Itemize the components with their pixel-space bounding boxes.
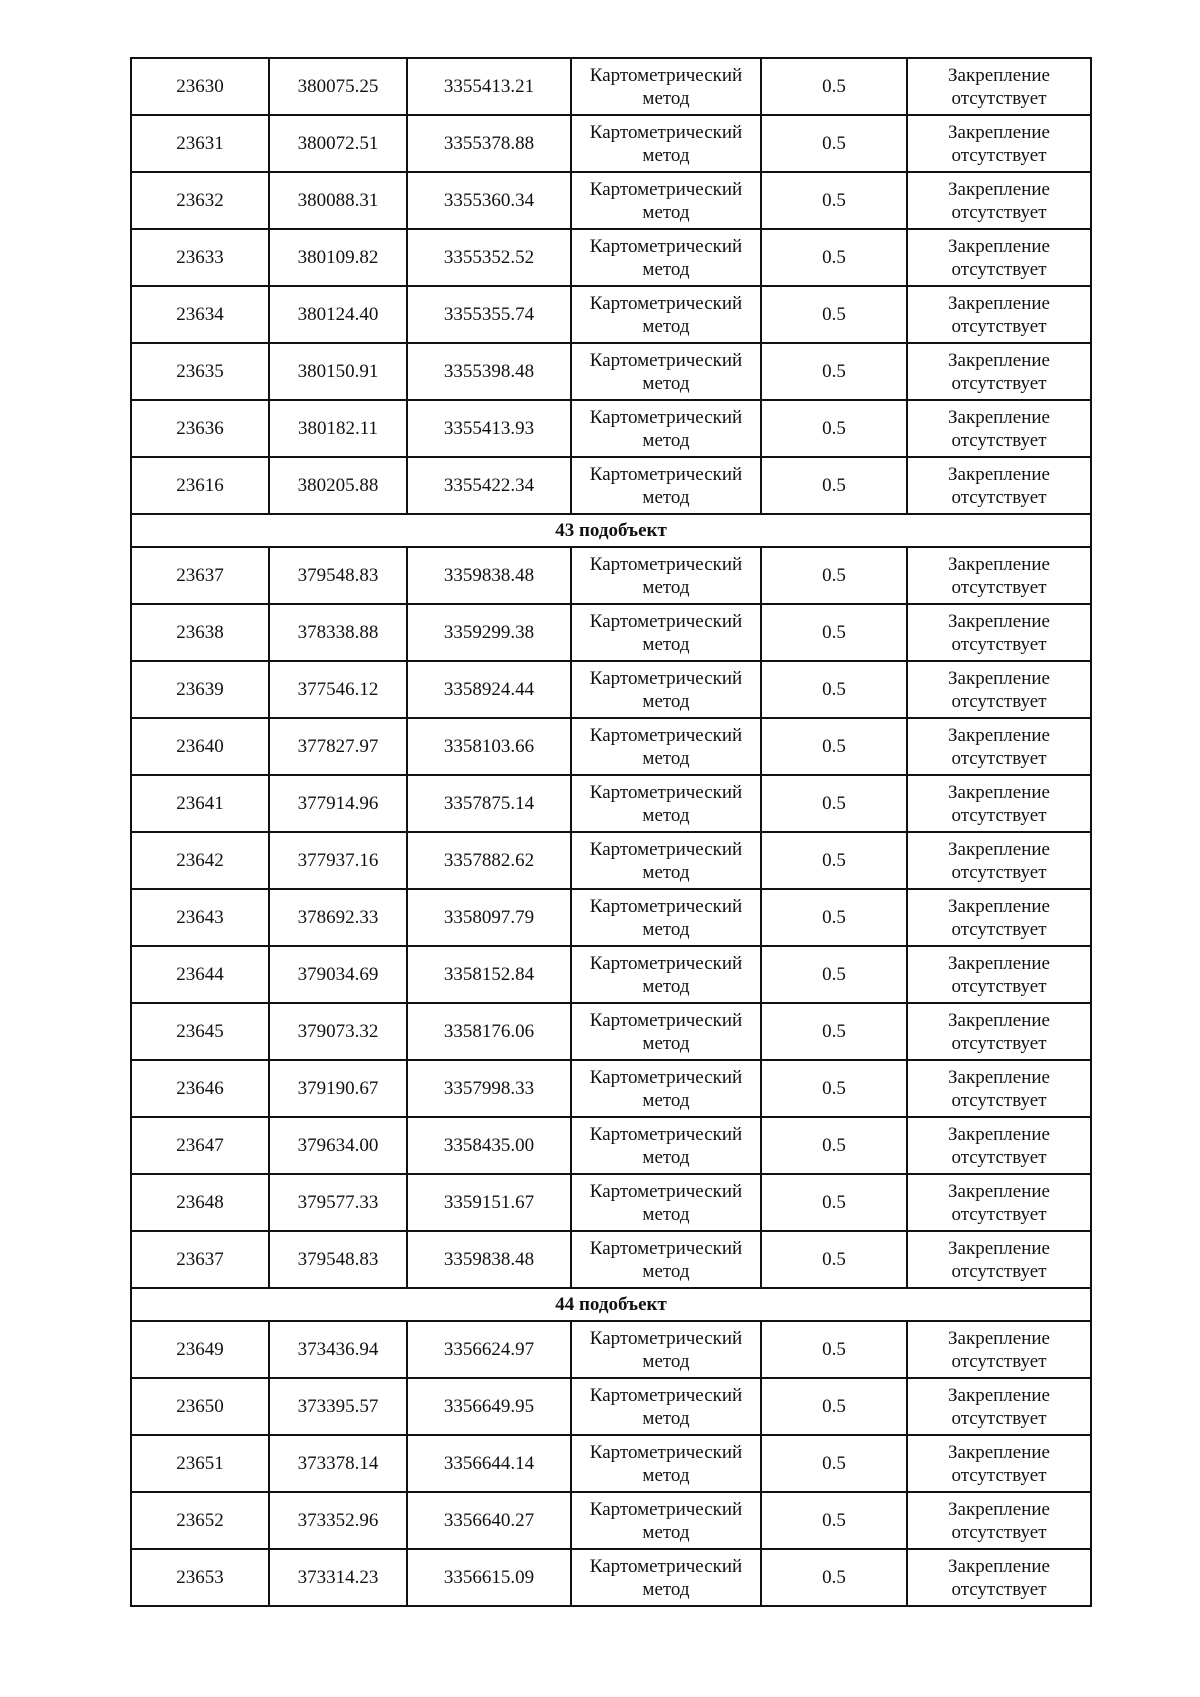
table-row [131, 946, 1091, 1003]
method-cell [571, 115, 761, 172]
point-number-cell: 23632 [131, 172, 269, 229]
fixation-cell [907, 1003, 1091, 1060]
table-row [131, 58, 1091, 115]
accuracy-cell: 0.5 [761, 1321, 907, 1378]
table-row [131, 775, 1091, 832]
method-cell [571, 547, 761, 604]
x-coordinate-cell: 377937.16 [269, 832, 407, 889]
method-cell [571, 400, 761, 457]
method-cell [571, 661, 761, 718]
method-text: Картометрический метод [589, 349, 743, 394]
fixation-text: Закрепление отсутствует [948, 553, 1050, 598]
table-row [131, 229, 1091, 286]
method-cell [571, 1321, 761, 1378]
point-number-cell: 23642 [131, 832, 269, 889]
section-heading: 44 подобъект [131, 1288, 1091, 1321]
y-coordinate-cell: 3355360.34 [407, 172, 571, 229]
y-coordinate-cell: 3355422.34 [407, 457, 571, 514]
y-coordinate-cell: 3357875.14 [407, 775, 571, 832]
fixation-text: Закрепление отсутствует [948, 1441, 1050, 1486]
fixation-text: Закрепление отсутствует [948, 724, 1050, 769]
method-text: Картометрический метод [589, 1498, 743, 1543]
point-number-cell: 23649 [131, 1321, 269, 1378]
fixation-cell [907, 1117, 1091, 1174]
x-coordinate-cell: 380072.51 [269, 115, 407, 172]
accuracy-cell: 0.5 [761, 343, 907, 400]
table-row [131, 400, 1091, 457]
method-text: Картометрический метод [589, 724, 743, 769]
fixation-cell [907, 775, 1091, 832]
accuracy-cell: 0.5 [761, 115, 907, 172]
x-coordinate-cell: 380205.88 [269, 457, 407, 514]
table-row [131, 832, 1091, 889]
method-text: Картометрический метод [589, 952, 743, 997]
fixation-text: Закрепление отсутствует [948, 1123, 1050, 1168]
x-coordinate-cell: 380124.40 [269, 286, 407, 343]
x-coordinate-cell: 378338.88 [269, 604, 407, 661]
fixation-text: Закрепление отсутствует [948, 781, 1050, 826]
point-number-cell: 23643 [131, 889, 269, 946]
y-coordinate-cell: 3355413.21 [407, 58, 571, 115]
x-coordinate-cell: 379073.32 [269, 1003, 407, 1060]
accuracy-cell: 0.5 [761, 718, 907, 775]
accuracy-cell: 0.5 [761, 1378, 907, 1435]
point-number-cell: 23638 [131, 604, 269, 661]
point-number-cell: 23651 [131, 1435, 269, 1492]
fixation-text: Закрепление отсутствует [948, 952, 1050, 997]
method-text: Картометрический метод [589, 235, 743, 280]
fixation-text: Закрепление отсутствует [948, 64, 1050, 109]
accuracy-cell: 0.5 [761, 889, 907, 946]
accuracy-cell: 0.5 [761, 1435, 907, 1492]
table-row [131, 1003, 1091, 1060]
fixation-cell [907, 1378, 1091, 1435]
fixation-cell [907, 1492, 1091, 1549]
fixation-text: Закрепление отсутствует [948, 1009, 1050, 1054]
method-cell [571, 604, 761, 661]
method-cell [571, 457, 761, 514]
method-cell [571, 1492, 761, 1549]
method-text: Картометрический метод [589, 178, 743, 223]
y-coordinate-cell: 3356615.09 [407, 1549, 571, 1606]
accuracy-cell: 0.5 [761, 1003, 907, 1060]
coordinates-table [130, 57, 1092, 1607]
accuracy-cell: 0.5 [761, 775, 907, 832]
point-number-cell: 23635 [131, 343, 269, 400]
x-coordinate-cell: 380075.25 [269, 58, 407, 115]
fixation-cell [907, 343, 1091, 400]
fixation-cell [907, 661, 1091, 718]
method-cell [571, 229, 761, 286]
table-row [131, 547, 1091, 604]
accuracy-cell: 0.5 [761, 58, 907, 115]
point-number-cell: 23647 [131, 1117, 269, 1174]
accuracy-cell: 0.5 [761, 946, 907, 1003]
y-coordinate-cell: 3357998.33 [407, 1060, 571, 1117]
table-body [131, 58, 1091, 1606]
table-row [131, 457, 1091, 514]
fixation-text: Закрепление отсутствует [948, 610, 1050, 655]
table-row [131, 1378, 1091, 1435]
method-text: Картометрический метод [589, 1123, 743, 1168]
fixation-cell [907, 115, 1091, 172]
method-cell [571, 58, 761, 115]
fixation-cell [907, 718, 1091, 775]
y-coordinate-cell: 3359838.48 [407, 547, 571, 604]
fixation-text: Закрепление отсутствует [948, 121, 1050, 166]
method-cell [571, 1003, 761, 1060]
method-text: Картометрический метод [589, 838, 743, 883]
fixation-cell [907, 400, 1091, 457]
x-coordinate-cell: 373395.57 [269, 1378, 407, 1435]
fixation-text: Закрепление отсутствует [948, 838, 1050, 883]
fixation-text: Закрепление отсутствует [948, 349, 1050, 394]
table-row [131, 1117, 1091, 1174]
x-coordinate-cell: 379034.69 [269, 946, 407, 1003]
point-number-cell: 23653 [131, 1549, 269, 1606]
table-row [131, 889, 1091, 946]
fixation-text: Закрепление отсутствует [948, 406, 1050, 451]
section-heading-row [131, 514, 1091, 547]
accuracy-cell: 0.5 [761, 1231, 907, 1288]
method-cell [571, 946, 761, 1003]
point-number-cell: 23634 [131, 286, 269, 343]
method-text: Картометрический метод [589, 895, 743, 940]
table-row [131, 172, 1091, 229]
fixation-cell [907, 1549, 1091, 1606]
x-coordinate-cell: 380088.31 [269, 172, 407, 229]
y-coordinate-cell: 3355413.93 [407, 400, 571, 457]
fixation-cell [907, 1060, 1091, 1117]
accuracy-cell: 0.5 [761, 1549, 907, 1606]
accuracy-cell: 0.5 [761, 832, 907, 889]
table-row [131, 115, 1091, 172]
fixation-cell [907, 1174, 1091, 1231]
point-number-cell: 23631 [131, 115, 269, 172]
y-coordinate-cell: 3359838.48 [407, 1231, 571, 1288]
fixation-cell [907, 1321, 1091, 1378]
fixation-cell [907, 832, 1091, 889]
x-coordinate-cell: 379634.00 [269, 1117, 407, 1174]
table-row [131, 1231, 1091, 1288]
x-coordinate-cell: 378692.33 [269, 889, 407, 946]
method-cell [571, 1435, 761, 1492]
table-row [131, 604, 1091, 661]
fixation-cell [907, 229, 1091, 286]
x-coordinate-cell: 380150.91 [269, 343, 407, 400]
method-text: Картометрический метод [589, 121, 743, 166]
table-row [131, 1549, 1091, 1606]
fixation-text: Закрепление отсутствует [948, 667, 1050, 712]
method-text: Картометрический метод [589, 553, 743, 598]
method-cell [571, 1060, 761, 1117]
point-number-cell: 23646 [131, 1060, 269, 1117]
table-row [131, 661, 1091, 718]
x-coordinate-cell: 373314.23 [269, 1549, 407, 1606]
table-row [131, 1435, 1091, 1492]
x-coordinate-cell: 379548.83 [269, 1231, 407, 1288]
accuracy-cell: 0.5 [761, 1060, 907, 1117]
method-text: Картометрический метод [589, 406, 743, 451]
y-coordinate-cell: 3358924.44 [407, 661, 571, 718]
method-cell [571, 889, 761, 946]
method-cell [571, 1231, 761, 1288]
table-row [131, 1174, 1091, 1231]
fixation-cell [907, 889, 1091, 946]
method-text: Картометрический метод [589, 1384, 743, 1429]
method-text: Картометрический метод [589, 667, 743, 712]
accuracy-cell: 0.5 [761, 400, 907, 457]
accuracy-cell: 0.5 [761, 229, 907, 286]
x-coordinate-cell: 377914.96 [269, 775, 407, 832]
y-coordinate-cell: 3355378.88 [407, 115, 571, 172]
y-coordinate-cell: 3356644.14 [407, 1435, 571, 1492]
point-number-cell: 23648 [131, 1174, 269, 1231]
point-number-cell: 23616 [131, 457, 269, 514]
y-coordinate-cell: 3355398.48 [407, 343, 571, 400]
fixation-text: Закрепление отсутствует [948, 1180, 1050, 1225]
table-row [131, 286, 1091, 343]
y-coordinate-cell: 3358152.84 [407, 946, 571, 1003]
method-text: Картометрический метод [589, 1441, 743, 1486]
point-number-cell: 23630 [131, 58, 269, 115]
y-coordinate-cell: 3358097.79 [407, 889, 571, 946]
method-text: Картометрический метод [589, 781, 743, 826]
y-coordinate-cell: 3358176.06 [407, 1003, 571, 1060]
method-text: Картометрический метод [589, 1180, 743, 1225]
accuracy-cell: 0.5 [761, 547, 907, 604]
fixation-cell [907, 1435, 1091, 1492]
x-coordinate-cell: 379190.67 [269, 1060, 407, 1117]
x-coordinate-cell: 377546.12 [269, 661, 407, 718]
accuracy-cell: 0.5 [761, 286, 907, 343]
fixation-text: Закрепление отсутствует [948, 463, 1050, 508]
method-text: Картометрический метод [589, 292, 743, 337]
fixation-text: Закрепление отсутствует [948, 1384, 1050, 1429]
y-coordinate-cell: 3355352.52 [407, 229, 571, 286]
point-number-cell: 23640 [131, 718, 269, 775]
table-row [131, 1060, 1091, 1117]
point-number-cell: 23650 [131, 1378, 269, 1435]
method-cell [571, 718, 761, 775]
method-cell [571, 343, 761, 400]
method-cell [571, 1549, 761, 1606]
fixation-cell [907, 946, 1091, 1003]
y-coordinate-cell: 3359151.67 [407, 1174, 571, 1231]
method-text: Картометрический метод [589, 1009, 743, 1054]
method-text: Картометрический метод [589, 1237, 743, 1282]
fixation-text: Закрепление отсутствует [948, 235, 1050, 280]
x-coordinate-cell: 377827.97 [269, 718, 407, 775]
y-coordinate-cell: 3358435.00 [407, 1117, 571, 1174]
y-coordinate-cell: 3359299.38 [407, 604, 571, 661]
point-number-cell: 23633 [131, 229, 269, 286]
accuracy-cell: 0.5 [761, 661, 907, 718]
x-coordinate-cell: 373436.94 [269, 1321, 407, 1378]
table-row [131, 1492, 1091, 1549]
fixation-cell [907, 604, 1091, 661]
x-coordinate-cell: 379577.33 [269, 1174, 407, 1231]
method-cell [571, 286, 761, 343]
accuracy-cell: 0.5 [761, 1492, 907, 1549]
fixation-cell [907, 172, 1091, 229]
y-coordinate-cell: 3356624.97 [407, 1321, 571, 1378]
method-cell [571, 1378, 761, 1435]
method-cell [571, 1174, 761, 1231]
fixation-text: Закрепление отсутствует [948, 1555, 1050, 1600]
method-text: Картометрический метод [589, 463, 743, 508]
accuracy-cell: 0.5 [761, 604, 907, 661]
method-text: Картометрический метод [589, 610, 743, 655]
point-number-cell: 23645 [131, 1003, 269, 1060]
point-number-cell: 23641 [131, 775, 269, 832]
method-cell [571, 832, 761, 889]
accuracy-cell: 0.5 [761, 1117, 907, 1174]
method-text: Картометрический метод [589, 64, 743, 109]
accuracy-cell: 0.5 [761, 457, 907, 514]
accuracy-cell: 0.5 [761, 172, 907, 229]
section-heading-row [131, 1288, 1091, 1321]
method-cell [571, 1117, 761, 1174]
y-coordinate-cell: 3358103.66 [407, 718, 571, 775]
table-row [131, 718, 1091, 775]
y-coordinate-cell: 3357882.62 [407, 832, 571, 889]
fixation-text: Закрепление отсутствует [948, 1237, 1050, 1282]
fixation-text: Закрепление отсутствует [948, 292, 1050, 337]
fixation-text: Закрепление отсутствует [948, 1066, 1050, 1111]
method-cell [571, 172, 761, 229]
method-text: Картометрический метод [589, 1066, 743, 1111]
fixation-cell [907, 286, 1091, 343]
fixation-cell [907, 1231, 1091, 1288]
fixation-text: Закрепление отсутствует [948, 895, 1050, 940]
y-coordinate-cell: 3356640.27 [407, 1492, 571, 1549]
point-number-cell: 23652 [131, 1492, 269, 1549]
fixation-text: Закрепление отсутствует [948, 1498, 1050, 1543]
fixation-cell [907, 547, 1091, 604]
table-row [131, 1321, 1091, 1378]
x-coordinate-cell: 380182.11 [269, 400, 407, 457]
point-number-cell: 23644 [131, 946, 269, 1003]
fixation-cell [907, 457, 1091, 514]
accuracy-cell: 0.5 [761, 1174, 907, 1231]
method-text: Картометрический метод [589, 1327, 743, 1372]
method-cell [571, 775, 761, 832]
fixation-cell [907, 58, 1091, 115]
fixation-text: Закрепление отсутствует [948, 1327, 1050, 1372]
x-coordinate-cell: 379548.83 [269, 547, 407, 604]
point-number-cell: 23639 [131, 661, 269, 718]
fixation-text: Закрепление отсутствует [948, 178, 1050, 223]
point-number-cell: 23636 [131, 400, 269, 457]
y-coordinate-cell: 3356649.95 [407, 1378, 571, 1435]
table-row [131, 343, 1091, 400]
x-coordinate-cell: 380109.82 [269, 229, 407, 286]
point-number-cell: 23637 [131, 1231, 269, 1288]
method-text: Картометрический метод [589, 1555, 743, 1600]
section-heading: 43 подобъект [131, 514, 1091, 547]
x-coordinate-cell: 373378.14 [269, 1435, 407, 1492]
y-coordinate-cell: 3355355.74 [407, 286, 571, 343]
point-number-cell: 23637 [131, 547, 269, 604]
x-coordinate-cell: 373352.96 [269, 1492, 407, 1549]
